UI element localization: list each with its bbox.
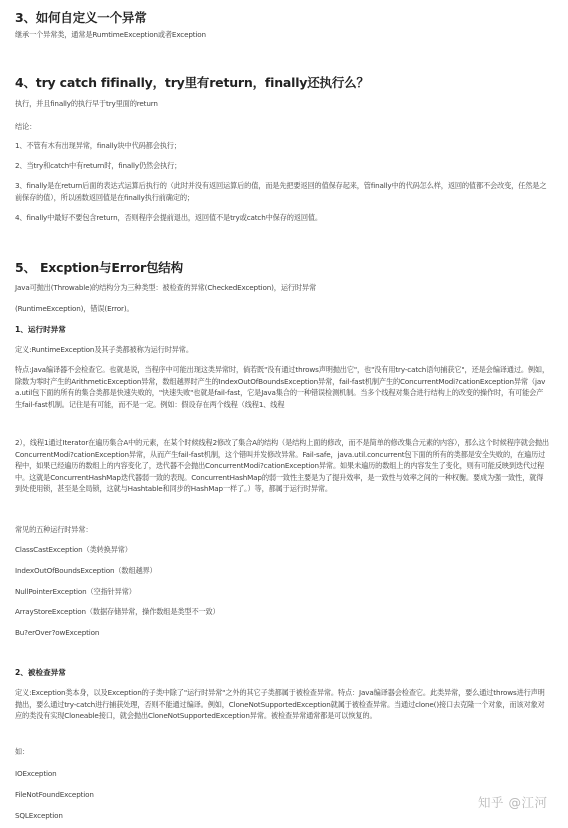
runtime-exception-features: 特点:Java编译器不会检查它。也就是说，当程序中可能出现这类异常时，倘若既"没有通过throws声明抛出它"，也"没有用try-catch语句捕获它"，还是会编译通过。例如，除数为零时产生的ArithmeticException异常，数组越界时产生的IndexOutOfBoundsException异常，fail-fast机制产生的ConcurrentModi?cationException异常（java.util包下面的所有的集合类都是快速失败的，"快速失败"也就是fail-fast，它是Java集合的一种错误检测机制。当多个线程对集合进行结构上的改变的操作时，有可能会产生fail-fast机制。记住是有可能，而不是一定。例如：假设存在两个线程（线程1、线程 [15,365,550,409]
checked-exception-item: FileNotFoundException [15,790,94,799]
zhihu-watermark: 知乎 @江河 [478,795,548,810]
runtime-exception-definition: 定义:RuntimeException及其子类都被称为运行时异常。 [15,345,193,354]
section-5-text-2: (RuntimeException)，错误(Error)。 [15,304,134,313]
section-4-point-1: 1、不管有木有出现异常，finally块中代码都会执行； [15,141,181,150]
runtime-exception-example: 2），线程1通过Iterator在遍历集合A中的元素，在某个时候线程2修改了集合A的结构（是结构上面的修改，而不是简单的修改集合元素的内容），那么这个时候程序就会抛出ConcurrentModi?cationException异常，从而产生fail-fast机制，这个错叫并发修改异常。Fail-safe，java.util.concurrent包下面的所有的类都是安全失败的，在遍历过程中，如果已经遍历的数组上的内容变化了，迭代器不会抛出ConcurrentModi?cationException异常。如果未遍历的数组上的内容发生了变化，则有可能反映到迭代过程中。这就是ConcurrentHashMap迭代器弱一致的表现。ConcurrentHashMap的弱一致性主要是为了提升效率，是一致性与效率之间的一种权衡。要成为强一致性，就得到处使用锁，甚至是全局锁，这就与Hashtable和同步的HashMap一样了。）等，都属于运行时异常。 [15,438,549,494]
section-5-heading: 5、 Excption与Error包结构 [15,260,183,275]
checked-exception-examples-label: 如： [15,747,30,756]
exception-list-item: ArrayStoreException（数据存储异常，操作数组是类型不一致） [15,607,220,616]
section-4-point-3: 3、finally是在return后面的表达式运算后执行的（此时并没有返回运算后的值，而是先把要返回的值保存起来，管finally中的代码怎么样，返回的值都不会改变，任然是之前保存的值），所以函数返回值是在finally执行前确定的； [15,181,547,202]
exception-list-item: NullPointerException（空指针异常） [15,587,136,596]
exception-list-item: ClassCastException（类转换异常） [15,545,132,554]
section-3-text: 继承一个异常类，通常是RumtimeException或者Exception [15,30,206,39]
common-runtime-exceptions-label: 常见的五种运行时异常： [15,525,93,534]
section-4-heading: 4、try catch fifinally，try里有return，finally还执行么？ [15,75,369,90]
runtime-exception-heading: 1、运行时异常 [15,325,66,334]
exception-list-item: Bu?erOver?owException [15,628,100,637]
checked-exception-heading: 2、被检查异常 [15,668,66,677]
checked-exception-item: SQLException [15,811,63,820]
exception-list-item: IndexOutOfBoundsException（数组越界） [15,566,157,575]
section-3-heading: 3、如何自定义一个异常 [15,10,147,25]
section-4-point-4: 4、finally中最好不要包含return，否则程序会提前退出，返回值不是try或catch中保存的返回值。 [15,213,322,222]
checked-exception-definition: 定义:Exception类本身，以及Exception的子类中除了"运行时异常"之外的其它子类都属于被检查异常。特点：Java编译器会检查它。此类异常，要么通过throws进行声明抛出，要么通过try-catch进行捕获处理，否则不能通过编译。例如，CloneNotSupportedException就属于被检查异常。当通过clone()接口去克隆一个对象，而该对象对应的类没有实现Cloneable接口，就会抛出CloneNotSupportedException异常。被检查异常通常都是可以恢复的。 [15,688,545,721]
section-5-text-1: Java可抛出(Throwable)的结构分为三种类型：被检查的异常(CheckedException)，运行时异常 [15,283,317,292]
section-4-text-1: 执行，并且finally的执行早于try里面的return [15,99,158,108]
section-4-point-2: 2、当try和catch中有return时，finally仍然会执行； [15,161,182,170]
checked-exception-item: IOException [15,769,57,778]
section-4-conclusion-label: 结论： [15,122,37,131]
